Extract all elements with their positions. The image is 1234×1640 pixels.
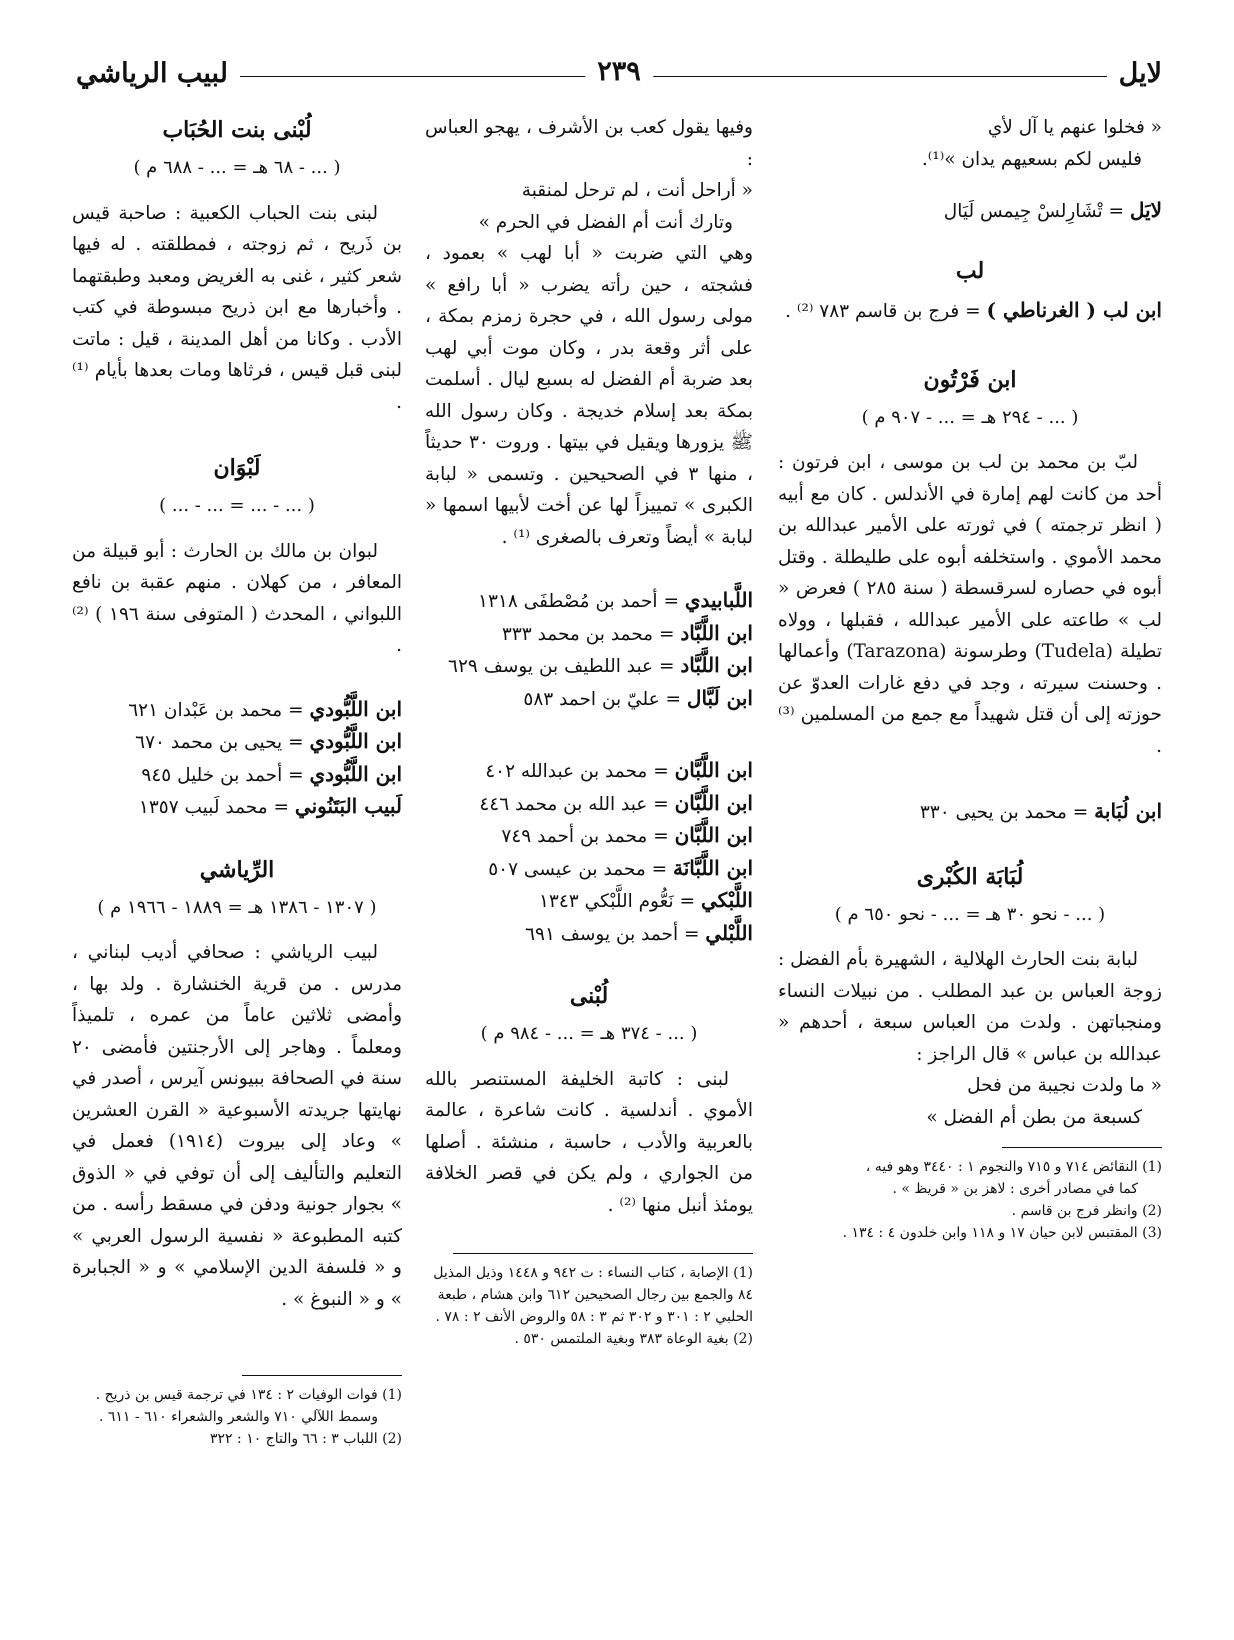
cross-reference: لَبيب البَتَنُوني = محمد لَبيب ١٣٥٧ [138,794,402,818]
footnote: (1) النقائض ٧١٤ و ٧١٥ والنجوم ١ : ٣٤٤٠ وهو فيه ، [865,1159,1162,1175]
entry-body: لبنى : كاتبة الخليفة المستنصر بالله الأموي . أندلسية . كانت شاعرة ، عالمة بالعربية والأدب ، حاسبة ، منشئة . أصلها من الجواري ، ولم يكن في قصر الخلافة يومئذ أنبل منها ⁽²⁾ . [425,1068,753,1216]
footnote: كما في مصادر أخرى : لاهز بن « قريظ » . [892,1181,1138,1197]
cross-reference: ابن لُبَابة = محمد بن يحيى ٣٣٠ [919,799,1162,823]
cross-reference: اللَّبابيدي = أحمد بن مُصْطفَى ١٣١٨ [478,588,753,612]
cross-reference: لايَل = تْشَارِلسْ جِيمس لَيَال [943,198,1162,222]
cross-reference: اللَّبْكي = نَعُّوم اللَّبْكي ١٣٤٣ [538,888,753,912]
entry-dates: ( ... - ٢٩٤ هـ = ... - ٩٠٧ م ) [861,406,1079,428]
footnote: (3) المقتبس لابن حيان ١٧ و ١١٨ وابن خلدون ٤ : ١٣٤ . [842,1225,1162,1241]
column-right [778,112,1162,1612]
footnote: (2) بغية الوعاة ٣٨٣ وبغية الملتمس ٥٣٠ . [514,1331,753,1347]
entry-title: لُبَابَة الكُبْرى [916,863,1024,890]
entry-body: لبابة بنت الحارث الهلالية ، الشهيرة بأم الفضل : زوجة العباس بن عبد المطلب . من نبيلات النساء ومنجباتهن . ولدت من العباس سبعة ، أحدهم « عبدالله بن عباس » قال الراجز : [778,949,1162,1065]
cross-reference: اللَّبْلي = أحمد بن يوسف ٦٩١ [525,920,753,945]
running-header [76,52,1162,98]
cross-reference: ابن لب ( الغرناطي ) = فرج بن قاسم ٧٨٣ ⁽²⁾ . [785,298,1162,322]
entry-body: لبنى بنت الحباب الكعبية : صاحبة قيس بن ذَريح ، ثم زوجته ، فمطلقته . له فيها شعر كثير ، غنى به الغريض ومعبد وطبقتهما . وأخبارها مع ابن ذريح مبسوطة في كتب الأدب . وكانا من أهل المدينة ، قيل : ماتت لبنى قبل قيس ، فرثاها ومات بعدها بأيام ⁽¹⁾ . [72,202,402,413]
entry-body: لبّ بن محمد بن لب بن موسى ، ابن فرتون : أحد من كانت لهم إمارة في الأندلس . كان مع أبيه ( انظر ترجمته ) في ثورته على الأمير عبدالله بن محمد الأموي . واستخلفه أبوه على طليطلة . وقتل أبوه في حصاره لسرقسطة ( سنة ٢٨٥ ) فعرض « لب » طاعته على الأمير عبدالله ، فقبلها ، وولاه تطيلة (Tudela) وطرسونة (Tarazona) وأعمالها . وحسنت سيرته ، وجد في دفع غارات العدوّ عن حوزته إلى أن قتل شهيداً مع جمع من المسلمين ⁽³⁾ . [778,452,1163,757]
footnote: (1) الإصابة ، كتاب النساء : ت ٩٤٢ و ١٤٤٨ وذيل المذيل ٨٤ والجمع بين رجال الصحيحين ٦١٢ وابن هشام ، طبعة الحلبي ٢ : ٣٠١ و ٣٠٢ ثم ٣ : ٥٨ والروض الأنف ٢ : ٧٨ . [433,1265,753,1325]
footnote: (1) فوات الوفيات ٢ : ١٣٤ في ترجمة قيس بن ذريح . [95,1387,402,1403]
cross-reference: ابن اللَّبَّانَة = محمد بن عيسى ٥٠٧ [488,855,753,880]
entry-title: لَبْوَان [213,455,261,481]
text-line: وفيها يقول كعب بن الأشرف ، يهجو العباس : [425,117,753,170]
column-left [72,112,402,1612]
cross-reference: ابن اللَّبَّاد = محمد بن محمد ٣٣٣ [501,620,753,645]
entry-dates: ( ١٣٠٧ - ١٣٨٦ هـ = ١٨٨٩ - ١٩٦٦ م ) [97,896,377,918]
verse-line: « أراحل أنت ، لم ترحل لمنقبة [521,180,753,201]
header-left-entry: لبيب الرياشي [76,58,240,89]
page-number: ٢٣٩ [585,56,653,87]
entry-title: لُبْنى بنت الحُبَاب [162,117,312,143]
text-line: فليس لكم بسعيهم يدان »⁽¹⁾. [921,148,1142,170]
cross-reference: ابن اللَّبَّان = محمد بن أحمد ٧٤٩ [501,823,753,847]
footnote-rule [453,1253,753,1254]
entry-dates: ( ... - ٦٨ هـ = ... - ٦٨٨ م ) [133,157,341,178]
verse-line: كسبعة من بطن أم الفضل » [926,1106,1142,1128]
entry-body: لبيب الرياشي : صحافي أديب لبناني ، مدرس . من قرية الخنشارة . ولد بها ، وأمضى ثلاثين عاماً من عمره ، تلميذاً ومعلماً . وهاجر إلى الأرجنتين فأمضى ٢٠ سنة في الصحافة ببيونس آيرس ، أصدر في نهايتها جريدته الأسبوعية « القرن العشرين » وعاد إلى بيروت (١٩١٤) فعمل في التعليم والتأليف إلى أن توفي في « الذوق » بجوار جونية ودفن في مسقط رأسه . من كتبه المطبوعة « نفسية الرسول العربي » و « فلسفة الدين الإسلامي » و « الجبابرة » و « النبوغ » . [72,942,402,1310]
verse-line: وتارك أنت أم الفضل في الحرم » [478,211,733,233]
entry-dates: ( ... - ... = ... - ... ) [159,495,315,516]
entry-dates: ( ... - ٣٧٤ هـ = ... - ٩٨٤ م ) [480,1023,698,1044]
entry-title: ابن فَرْتُون [923,366,1017,393]
section-heading: لب [955,257,985,284]
entry-title: الرِّياشي [199,856,275,883]
cross-reference: ابن لَبَّال = عليّ بن احمد ٥٨٣ [523,685,753,710]
cross-reference: ابن اللَّبَّان = عبد الله بن محمد ٤٤٦ [479,790,753,815]
cross-reference: ابن اللَّبُّودي = يحيى بن محمد ٦٧٠ [135,729,402,753]
cross-reference: ابن اللَّبُّودي = أحمد بن خليل ٩٤٥ [141,761,402,786]
text-line: « فخلوا عنهم يا آل لأي [987,117,1162,138]
cross-reference: ابن اللَّبَّاد = عبد اللطيف بن يوسف ٦٢٩ [448,653,753,677]
cross-reference: ابن اللَّبُّودي = محمد بن عَبْدان ٦٢١ [128,696,402,721]
footnote-rule [1002,1147,1162,1148]
entry-dates: ( ... - نحو ٣٠ هـ = ... - نحو ٦٥٠ م ) [834,903,1106,925]
footnote: وسمط اللآلي ٧١٠ والشعر والشعراء ٦١٠ - ٦١١ . [98,1409,378,1425]
footnote: (2) اللباب ٣ : ٦٦ والتاج ١٠ : ٣٢٢ [210,1431,402,1447]
footnote-rule [242,1375,402,1376]
verse-line: « ما ولدت نجيبة من فحل [967,1075,1162,1096]
cross-reference: ابن اللَّبَّان = محمد بن عبدالله ٤٠٢ [485,758,753,782]
entry-body: لبوان بن مالك بن الحارث : أبو قبيلة من المعافر ، من كهلان . منهم عقبة بن نافع اللبواني ، المحدث ( المتوفى سنة ١٩٦ ) ⁽²⁾ . [72,540,403,656]
entry-title: لُبْنى [569,983,609,1009]
column-middle [425,112,753,1612]
footnote: (2) وانظر فرج بن قاسم . [1011,1203,1162,1219]
entry-body: وهي التي ضربت « أبا لهب » بعمود ، فشجته ، حين رأته يضرب « أبا رافع » مولى رسول الله ، في حجرة زمزم بمكة ، على أثر وقعة بدر ، وكان موت أبي لهب بعد ضربة أم الفضل له بسبع ليال . أسلمت بمكة بعد إسلام خديجة . وكان رسول الله ﷺ يزورها ويقيل في بيتها . وروت ٣٠ حديثاً ، منها ٣ في الصحيحين . وتسمى « لبابة الكبرى » تمييزاً لها عن أخت لأبيها اسمها « لبابة » أيضاً وتعرف بالصغرى ⁽¹⁾ . [425,243,754,548]
header-right-entry: لايل [1107,58,1162,89]
